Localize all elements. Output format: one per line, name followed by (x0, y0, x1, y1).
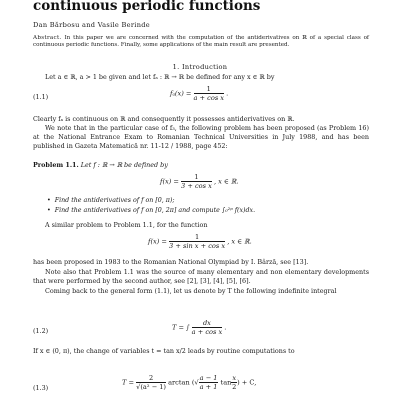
eq13-x-denominator: 2 (232, 383, 237, 391)
authors-line: Dan Bărbosu and Vasile Berinde (33, 21, 150, 29)
paragraph-source: Note also that Problem 1.1 was the source of many elementary and non elementary developments that were performed by the second author, see [2], [3], [4], [5], [6]. (33, 268, 369, 285)
problem-lhs: f(x) = (160, 177, 179, 186)
paragraph-intro: Let a ∈ ℝ, a > 1 be given and let fₐ : ℝ → ℝ be defined for any x ∈ ℝ by (45, 73, 275, 81)
bullet-text: Find the antiderivatives of f on [0, 2π] and compute ∫₀²ᵖ f(x)dx. (54, 207, 256, 214)
equation-1-2 (172, 319, 226, 336)
eq13-paren-close: ) (237, 378, 240, 387)
eq11-denominator: a + cos x (193, 94, 225, 102)
equation-1-3 (122, 374, 256, 391)
eq-sin-numerator: 1 (169, 233, 225, 242)
eq11-tail: . (226, 89, 229, 98)
eq12-numerator: dx (192, 319, 223, 328)
equation-number-1-2: (1.2) (33, 327, 49, 335)
eq12-lhs: T = ∫ (172, 323, 190, 332)
paragraph-change-variables: If x ∈ (0, π), the change of variables t = tan x/2 leads by routine computations to (33, 347, 295, 355)
eq12-tail: . (224, 323, 227, 332)
eq13-numerator: 2 (136, 374, 166, 383)
eq-sin-fraction (169, 233, 225, 250)
equation-sin (148, 233, 252, 250)
eq13-tail: + C, (241, 378, 257, 387)
eq-sin-lhs: f(x) = (148, 237, 167, 246)
problem-denominator: 3 + cos x (181, 182, 212, 190)
eq13-denominator: √(a² − 1) (136, 383, 166, 391)
problem-fraction (181, 173, 212, 190)
abstract-text: In this paper we are concerned with the computation of the antiderivatives on ℝ of a special class of continuous periodic functions. Finally, some applications of the main result are presented. (33, 35, 370, 49)
eq13-inner-numerator: a − 1 (199, 374, 218, 382)
equation-1-1 (170, 85, 228, 102)
problem-intro: Let f : ℝ → ℝ be defined by (80, 161, 168, 169)
paragraph-general-form: Coming back to the general form (1.1), let us denote by T the following indefinite integral (45, 287, 337, 295)
problem-label: Problem 1.1. (33, 161, 79, 169)
abstract (33, 35, 369, 50)
eq-sin-tail: , x ∈ ℝ. (227, 237, 252, 246)
eq12-fraction (192, 319, 223, 336)
eq11-numerator: 1 (194, 85, 225, 94)
paragraph-continuity: Clearly fₐ is continuous on ℝ and consequently it possesses antiderivatives on ℝ. (33, 115, 295, 123)
eq11-fraction (194, 85, 225, 102)
problem-bullet-2 (47, 207, 255, 214)
equation-number-1-3: (1.3) (33, 384, 49, 392)
eq13-tan: tan (220, 378, 232, 387)
section-heading: 1. Introduction (172, 63, 228, 71)
eq11-lhs: fₐ(x) = (170, 89, 192, 98)
eq12-denominator: a + cos x (191, 328, 223, 336)
abstract-label: Abstract. (33, 35, 62, 41)
eq13-inner-fraction (199, 374, 219, 391)
problem-tail: , x ∈ ℝ. (213, 177, 239, 186)
paragraph-history: We note that in the particular case of f₃, the following problem has been proposed (as Problem 16) at the National Entrance Exam to Romanian Technical Universities in July 1988, and has been published in Gazeta Matematică nr. 11-12 / 1988, page 452: (33, 124, 369, 150)
paragraph-similar: A similar problem to Problem 1.1, for the function (45, 221, 208, 229)
eq-sin-denominator: 3 + sin x + cos x (169, 242, 226, 250)
paragraph-olympiad: has been proposed in 1983 to the Romanian National Olympiad by I. Bârză, see [13]. (33, 258, 309, 266)
eq13-fraction (136, 374, 166, 391)
eq13-arctan: arctan (168, 378, 190, 387)
problem-statement (33, 161, 168, 169)
bullet-text: Find the antiderivatives of f on [0, π); (54, 197, 175, 204)
problem-bullet-1 (47, 197, 175, 204)
bullet-dot: • (47, 207, 51, 214)
bullet-dot: • (47, 197, 51, 204)
paper-title: continuous periodic functions (33, 0, 261, 14)
eq13-inner-denominator: a + 1 (199, 383, 218, 391)
problem-numerator: 1 (181, 173, 212, 182)
eq13-lhs: T = (122, 378, 135, 387)
equation-problem (160, 173, 239, 190)
eq13-x-numerator: x (232, 374, 237, 382)
eq13-paren-open: (√ (191, 378, 199, 387)
equation-number-1-1: (1.1) (33, 93, 49, 101)
